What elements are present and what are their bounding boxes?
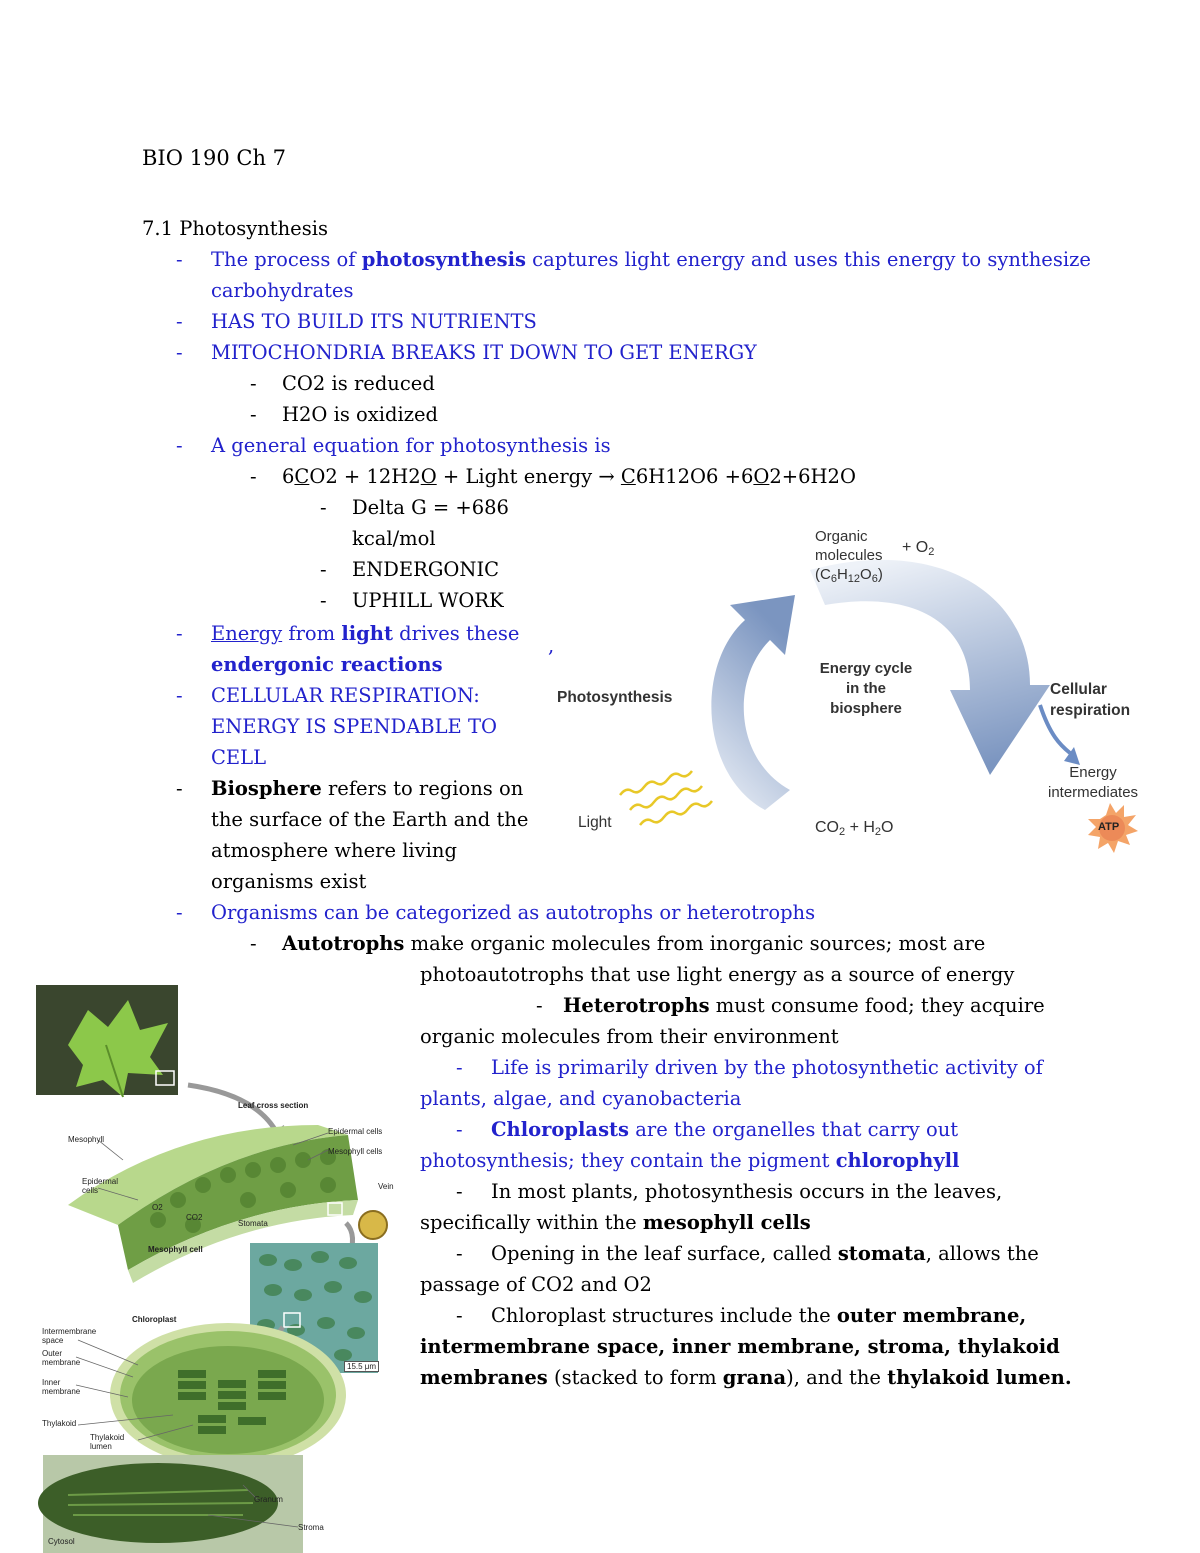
outer-membrane-label: Outer membrane xyxy=(42,1349,81,1367)
o2-label: O2 xyxy=(152,1203,163,1212)
bullet-photosynthesis: The process of photosynthesis captures light energy and uses this energy to synthesize xyxy=(211,248,1091,271)
bullet-chloroplasts-2: photosynthesis; they contain the pigment chlorophyll xyxy=(420,1149,960,1172)
bullet-dash: - xyxy=(176,341,183,364)
bullet-energy-light-cont: endergonic reactions xyxy=(211,653,443,676)
leaf-illustration xyxy=(28,985,406,1553)
bullet-dash: - xyxy=(176,684,183,707)
bullet-dash: - xyxy=(456,1056,463,1079)
atp-label: ATP xyxy=(1098,821,1120,833)
bullet-stomata-2: passage of CO2 and O2 xyxy=(420,1273,652,1296)
bullet-chloroplasts: Chloroplasts are the organelles that carry out xyxy=(491,1118,959,1141)
bullet-cellular-resp-3: CELL xyxy=(211,746,267,769)
thylakoid-lumen-label: Thylakoid lumen xyxy=(90,1433,125,1451)
bullet-h2o-oxidized: H2O is oxidized xyxy=(282,403,439,426)
bullet-stomata: Opening in the leaf surface, called stomata, allows the xyxy=(491,1242,1039,1265)
inner-membrane-label: Inner membrane xyxy=(42,1378,81,1396)
bullet-dash: - xyxy=(250,403,257,426)
light-waves xyxy=(620,771,712,825)
mesophyll-cell-label: Mesophyll cell xyxy=(148,1245,203,1254)
mesophyll-label: Mesophyll xyxy=(68,1135,105,1144)
epidermal-left-label: Epidermal cells xyxy=(82,1177,119,1195)
bullet-cellular-resp-2: ENERGY IS SPENDABLE TO xyxy=(211,715,497,738)
bullet-dash: - xyxy=(320,496,327,519)
energy-cycle-figure xyxy=(550,525,1170,855)
delta-g: Delta G = +686 xyxy=(352,496,509,519)
page-title: BIO 190 Ch 7 xyxy=(142,146,287,170)
bullet-cellular-resp: CELLULAR RESPIRATION: xyxy=(211,684,480,707)
bullet-organisms: Organisms can be categorized as autotrophs or heterotrophs xyxy=(211,901,816,924)
granum-label: Granum xyxy=(254,1495,283,1504)
thylakoid-label: Thylakoid xyxy=(42,1419,77,1428)
bullet-dash: - xyxy=(176,622,183,645)
bullet-structures: Chloroplast structures include the outer membrane, xyxy=(491,1304,1027,1327)
light-label: Light xyxy=(578,814,612,831)
epidermal-cells-label: Epidermal cells xyxy=(328,1127,383,1136)
energy-cycle-label: Energy cycle in the biosphere xyxy=(819,660,913,717)
section-heading: 7.1 Photosynthesis xyxy=(142,217,328,240)
stomata-label: Stomata xyxy=(238,1219,268,1228)
bullet-dash: - xyxy=(176,434,183,457)
bullet-co2-reduced: CO2 is reduced xyxy=(282,372,435,395)
intermembrane-label: Intermembrane space xyxy=(42,1327,97,1345)
bullet-dash: - xyxy=(176,777,183,800)
chloroplast-label: Chloroplast xyxy=(132,1315,177,1324)
plus-o2-label: + $O_2$ xyxy=(902,539,935,558)
bullet-biosphere: Biosphere refers to regions on xyxy=(211,777,524,800)
bullet-dash: - xyxy=(176,310,183,333)
bullet-mitochondria: MITOCHONDRIA BREAKS IT DOWN TO GET ENERGY xyxy=(211,341,757,364)
bullet-life-2: plants, algae, and cyanobacteria xyxy=(420,1087,742,1110)
bullet-heterotrophs-2: organic molecules from their environment xyxy=(420,1025,839,1048)
photosynthesis-arrow xyxy=(711,595,795,810)
bullet-autotrophs: Autotrophs make organic molecules from inorganic sources; most are xyxy=(282,932,986,955)
bullet-dash: - xyxy=(250,465,257,488)
bullet-build-nutrients: HAS TO BUILD ITS NUTRIENTS xyxy=(211,310,537,333)
stray-comma: , xyxy=(548,634,555,657)
uphill-work: UPHILL WORK xyxy=(352,589,504,612)
photosynthesis-label: Photosynthesis xyxy=(557,689,673,706)
endergonic: ENDERGONIC xyxy=(352,558,500,581)
mesophyll-cells-label: Mesophyll cells xyxy=(328,1147,383,1156)
bullet-dash: - xyxy=(320,589,327,612)
stroma-label: Stroma xyxy=(298,1523,324,1532)
co2-h2o-label: $CO_2 + H_2O$ xyxy=(815,819,894,838)
bullet-general-equation: A general equation for photosynthesis is xyxy=(211,434,611,457)
bullet-dash: - xyxy=(320,558,327,581)
scale-bar-label: 15.5 μm xyxy=(344,1361,379,1372)
bullet-photosynthesis-cont: carbohydrates xyxy=(211,279,354,302)
bullet-dash: - xyxy=(456,1118,463,1141)
cellular-respiration-label: Cellular respiration xyxy=(1050,681,1131,719)
bullet-biosphere-4: organisms exist xyxy=(211,870,367,893)
bullet-heterotrophs: Heterotrophs must consume food; they acquire xyxy=(563,994,1045,1017)
bullet-structures-3: membranes (stacked to form grana), and the thylakoid lumen. xyxy=(420,1366,1072,1389)
bullet-biosphere-2: the surface of the Earth and the xyxy=(211,808,529,831)
bullet-most-plants: In most plants, photosynthesis occurs in the leaves, xyxy=(491,1180,1003,1203)
bullet-dash: - xyxy=(456,1180,463,1203)
bullet-structures-2: intermembrane space, inner membrane, stroma, thylakoid xyxy=(420,1335,1060,1358)
co2-label: CO2 xyxy=(186,1213,203,1222)
bullet-dash: - xyxy=(536,994,543,1017)
delta-g-units: kcal/mol xyxy=(352,527,436,550)
leaf-cross-section-label: Leaf cross section xyxy=(238,1101,309,1110)
bullet-dash: - xyxy=(250,372,257,395)
bullet-biosphere-3: atmosphere where living xyxy=(211,839,457,862)
equation: 6CO2 + 12H2O + Light energy → C6H12O6 +6O2+6H2O xyxy=(282,465,856,488)
leaf-chloroplast-figure xyxy=(28,985,406,1553)
vein-label: Vein xyxy=(378,1182,394,1191)
bullet-most-plants-2: specifically within the mesophyll cells xyxy=(420,1211,811,1234)
bullet-autotrophs-2: photoautotrophs that use light energy as a source of energy xyxy=(420,963,1015,986)
organic-molecules-label: Organic molecules $(C_6H_{12}O_6)$ xyxy=(815,528,883,585)
cytosol-label: Cytosol xyxy=(48,1537,75,1546)
bullet-dash: - xyxy=(456,1242,463,1265)
bullet-dash: - xyxy=(176,248,183,271)
energy-intermediates-label: Energy intermediates xyxy=(1048,764,1139,801)
bullet-life: Life is primarily driven by the photosynthetic activity of xyxy=(491,1056,1043,1079)
bullet-dash: - xyxy=(250,932,257,955)
bullet-dash: - xyxy=(456,1304,463,1327)
bullet-energy-light: Energy from light drives these xyxy=(211,622,520,645)
bullet-dash: - xyxy=(176,901,183,924)
